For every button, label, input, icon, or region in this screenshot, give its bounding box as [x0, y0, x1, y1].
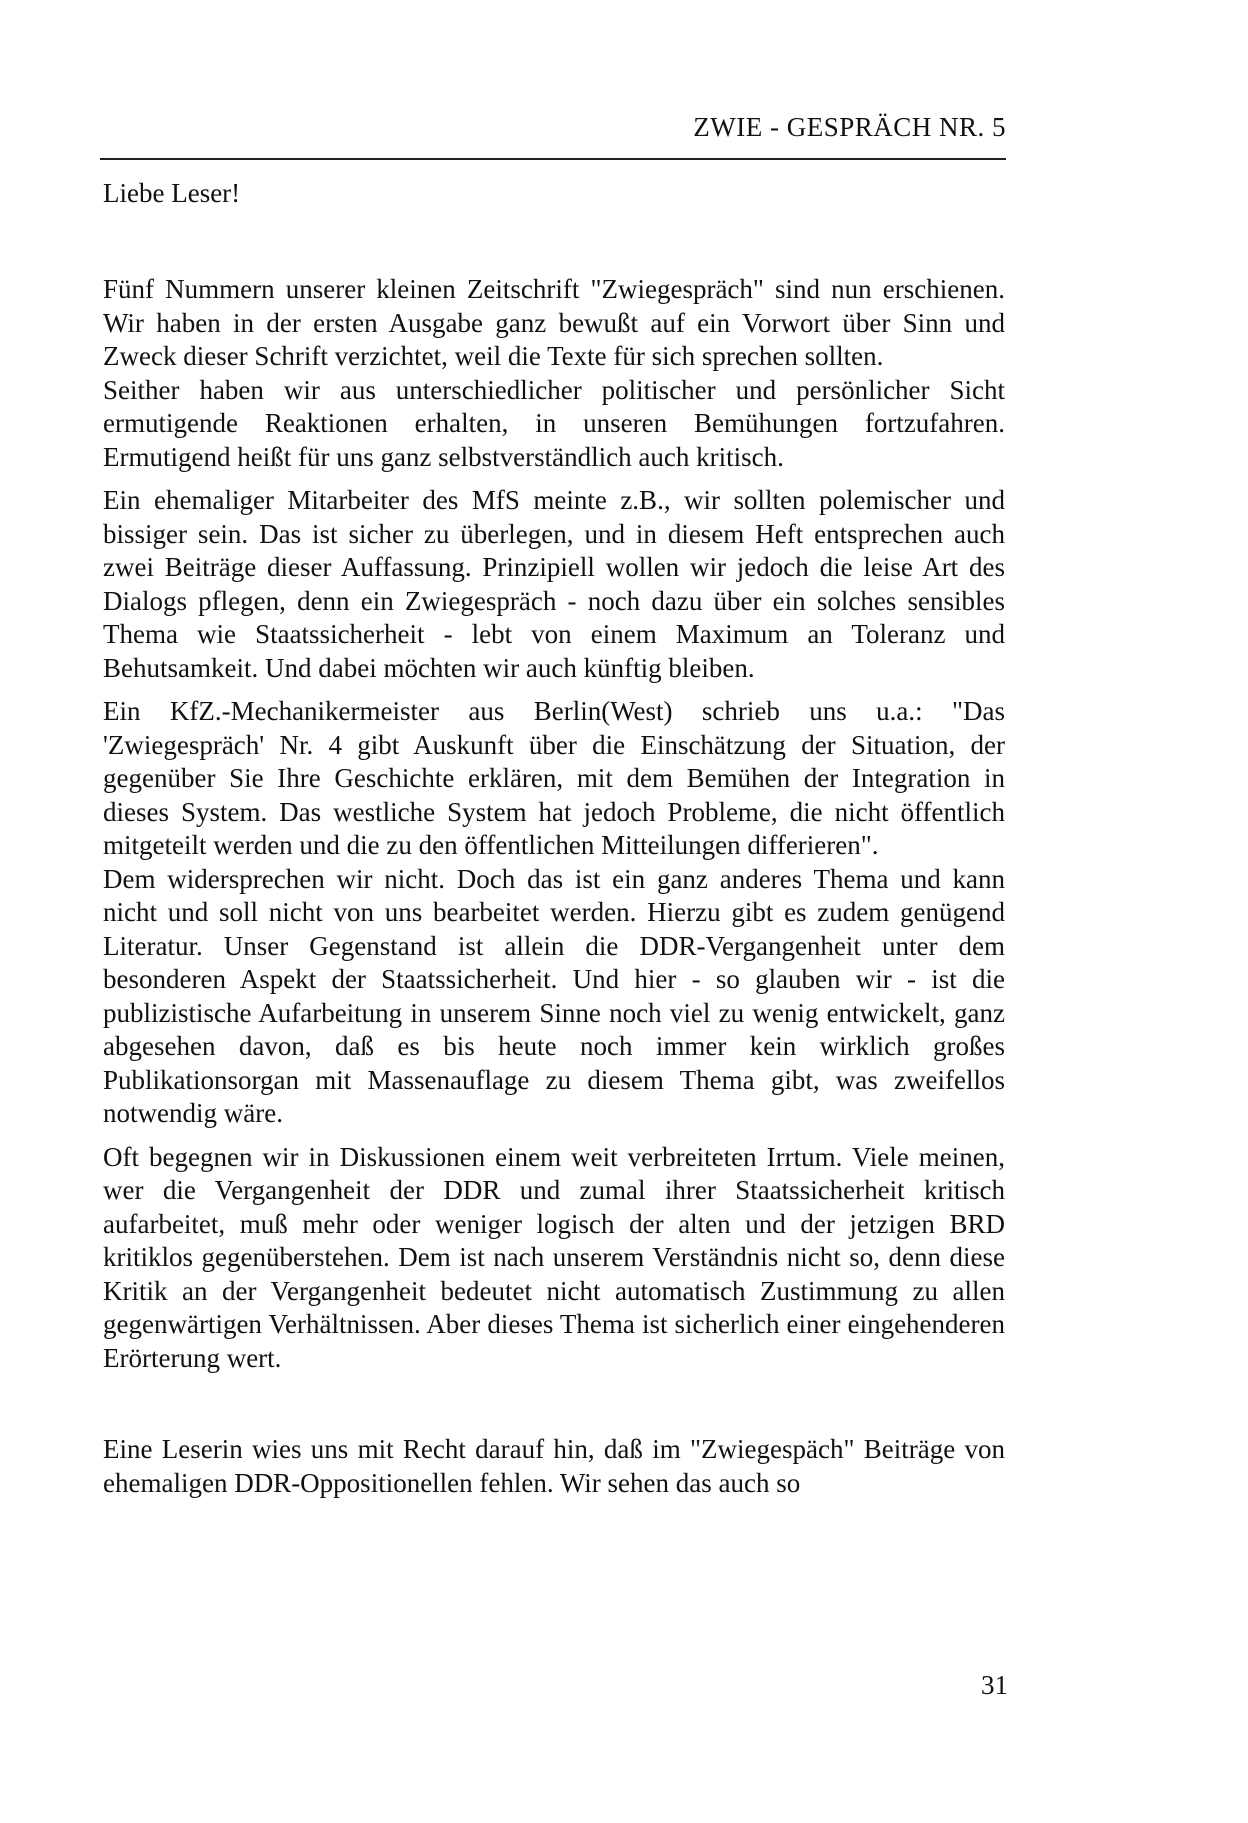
paragraph-1: Fünf Nummern unserer kleinen Zeitschrift "Zwiegespräch" sind nun erschienen. Wir haben in der ersten Ausgabe ganz bewußt auf ein Vorwort über Sinn und Zweck dieser Schrift verzichtet, weil die Texte für sich sprechen sollten.	[103, 274, 1005, 371]
running-header: ZWIE - GESPRÄCH NR. 5	[693, 112, 1006, 142]
paragraph-6: Oft begegnen wir in Diskussionen einem weit verbreiteten Irrtum. Viele meinen, wer die Vergangenheit der DDR und zumal ihrer Staatssicherheit kritisch aufarbeitet, muß mehr oder weniger logisch der alten und der jetzigen BRD kritiklos gegenüberstehen. Dem ist nach unserem Verständnis nicht so, denn diese Kritik an der Vergangenheit bedeutet nicht automatisch Zustimmung zu allen gegenwärtigen Verhältnissen. Aber dieses Thema ist sicherlich einer eingehenderen Erörterung wert.	[103, 1141, 1005, 1373]
page-number: 31	[981, 1670, 1008, 1700]
paragraph-2: Seither haben wir aus unterschiedlicher politischer und persönlicher Sicht ermutigende Reaktionen erhalten, in unseren Bemühungen fortzufahren. Ermutigend heißt für uns ganz selbstverständlich auch kritisch.	[103, 374, 1005, 472]
paragraph-4: Ein KfZ.-Mechanikermeister aus Berlin(West) schrieb uns u.a.: "Das 'Zwiegespräch' Nr. 4 gibt Auskunft über die Einschätzung der Situation, der gegenüber Sie Ihre Geschichte erklären, mit dem Bemühen der Integration in dieses System. Das westliche System hat jedoch Probleme, die nicht öffentlich mitgeteilt werden und die zu den öffentlichen Mitteilungen differieren".	[103, 696, 1005, 860]
paragraph-7: Eine Leserin wies uns mit Recht darauf hin, daß im "Zwiegespäch" Beiträge von ehemaligen DDR-Oppositionellen fehlen. Wir sehen das auch so	[103, 1434, 1005, 1498]
header-rule	[100, 158, 1006, 160]
paragraph-3: Ein ehemaliger Mitarbeiter des MfS meinte z.B., wir sollten polemischer und bissiger sein. Das ist sicher zu überlegen, und in diesem Heft entsprechen auch zwei Beiträge dieser Auffassung. Prinzipiell wollen wir jedoch die leise Art des Dialogs pflegen, denn ein Zwiegespräch - noch dazu über ein solches sensibles Thema wie Staatssicherheit - lebt von einem Maximum an Toleranz und Behutsamkeit. Und dabei möchten wir auch künftig bleiben.	[103, 485, 1005, 683]
salutation: Liebe Leser!	[103, 178, 241, 208]
letter-body	[103, 273, 1005, 1500]
paragraph-5: Dem widersprechen wir nicht. Doch das ist ein ganz anderes Thema und kann nicht und soll nicht von uns bearbeitet werden. Hierzu gibt es zudem genügend Literatur. Unser Gegenstand ist allein die DDR-Vergangenheit unter dem besonderen Aspekt der Staatssicherheit. Und hier - so glauben wir - ist die publizistische Aufarbeitung in unserem Sinne noch viel zu wenig entwickelt, ganz abgesehen davon, daß es bis heute noch immer kein wirklich großes Publikationsorgan mit Massenauflage zu diesem Thema gibt, was zweifellos notwendig wäre.	[103, 863, 1005, 1128]
